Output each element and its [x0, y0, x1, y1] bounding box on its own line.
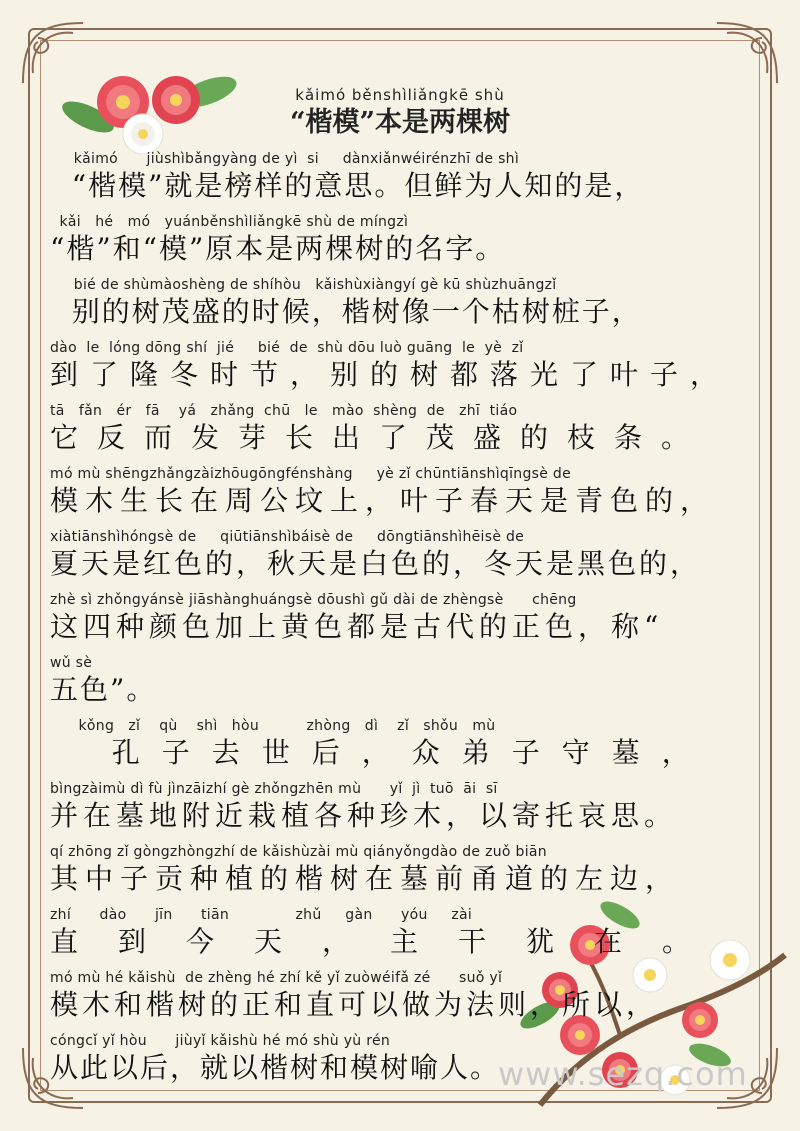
- text-line: [50, 780, 762, 834]
- line-pinyin: cóngcǐ yǐ hòu jiùyǐ kǎishù hé mó shù yù rén: [50, 1033, 391, 1049]
- line-text: 这四种颜色加上黄色都是古代的正色，称“: [50, 610, 664, 643]
- line-pinyin: kǎimó jiùshìbǎngyàng de yì si dànxiǎnwéirénzhī de shì: [50, 151, 520, 167]
- corner-ornament-icon: [712, 18, 782, 88]
- text-line: [50, 528, 762, 582]
- line-text: 模木和楷树的正和直可以做为法则，所以，: [50, 988, 659, 1021]
- text-line: [50, 843, 762, 897]
- line-pinyin: zhí dào jīn tiān zhǔ gàn yóu zài: [50, 907, 473, 923]
- text-line: [50, 402, 762, 456]
- line-pinyin: bìngzàimù dì fù jìnzāizhí gè zhǒngzhēn mù yǐ jì tuō āi sī: [50, 781, 498, 797]
- line-pinyin: xiàtiānshìhóngsè de qiūtiānshìbáisè de dōngtiānshìhēisè de: [50, 529, 525, 545]
- line-text: 孔子去世后，众弟子守墓，: [50, 736, 712, 769]
- line-text: 从此以后，就以楷树和模树喻人。: [50, 1051, 501, 1084]
- watermark: www.sezq.com: [498, 1055, 748, 1093]
- line-text: 它反而发芽长出了茂盛的枝条。: [50, 421, 709, 454]
- line-pinyin: kǒng zǐ qù shì hòu zhòng dì zǐ shǒu mù: [50, 718, 496, 734]
- line-pinyin: bié de shùmàoshèng de shíhòu kǎishùxiàngyí gè kū shùzhuāngzǐ: [50, 277, 557, 293]
- line-pinyin: zhè sì zhǒngyánsè jiāshànghuángsè dōushì gǔ dài de zhèngsè chēng: [50, 592, 577, 608]
- line-text: “楷模”就是榜样的意思。但鲜为人知的是，: [50, 169, 645, 202]
- text-line: [50, 150, 762, 204]
- line-text: 其中子贡种植的楷树在墓前甬道的左边，: [50, 862, 681, 895]
- line-text: 别的树茂盛的时候，楷树像一个枯树桩子，: [50, 295, 642, 328]
- text-line: [50, 906, 762, 960]
- line-text: 直到今天，主干犹在。: [50, 925, 731, 958]
- text-line: [50, 465, 762, 519]
- line-pinyin: wǔ sè: [50, 655, 93, 671]
- line-pinyin: qí zhōng zǐ gòngzhòngzhí de kǎishùzài mù qiányǒngdào de zuǒ biān: [50, 844, 547, 860]
- line-pinyin: mó mù hé kǎishù de zhèng hé zhí kě yǐ zuòwéifǎ zé suǒ yǐ: [50, 970, 503, 986]
- line-pinyin: kǎi hé mó yuánběnshìliǎngkē shù de míngzì: [50, 214, 409, 230]
- line-text: 模木生长在周公坟上，叶子春天是青色的，: [50, 484, 716, 517]
- page-title: “楷模”本是两棵树: [289, 107, 511, 138]
- text-line: [50, 276, 762, 330]
- line-pinyin: mó mù shēngzhǎngzàizhōugōngfénshàng yè zǐ chūntiānshìqīngsè de: [50, 466, 572, 482]
- line-pinyin: dào le lóng dōng shí jié bié de shù dōu luò guāng le yè zǐ: [50, 340, 524, 356]
- text-line: [50, 213, 762, 267]
- line-text: 夏天是红色的，秋天是白色的，冬天是黑色的，: [50, 547, 702, 580]
- line-pinyin: tā fǎn ér fā yá zhǎng chū le mào shèng de zhī tiáo: [50, 403, 518, 419]
- text-line: [50, 969, 762, 1023]
- title-pinyin: kǎimó běnshìliǎngkē shù: [295, 86, 505, 104]
- text-line: [50, 717, 762, 771]
- text-line: [50, 591, 762, 645]
- line-text: 五色”。: [50, 673, 157, 706]
- text-line: [50, 654, 762, 708]
- line-text: “楷”和“模”原本是两棵树的名字。: [50, 232, 506, 265]
- line-text: 到了隆冬时节，别的树都落光了叶子，: [50, 358, 731, 391]
- text-line: [50, 339, 762, 393]
- line-text: 并在墓地附近栽植各种珍木，以寄托哀思。: [50, 799, 678, 832]
